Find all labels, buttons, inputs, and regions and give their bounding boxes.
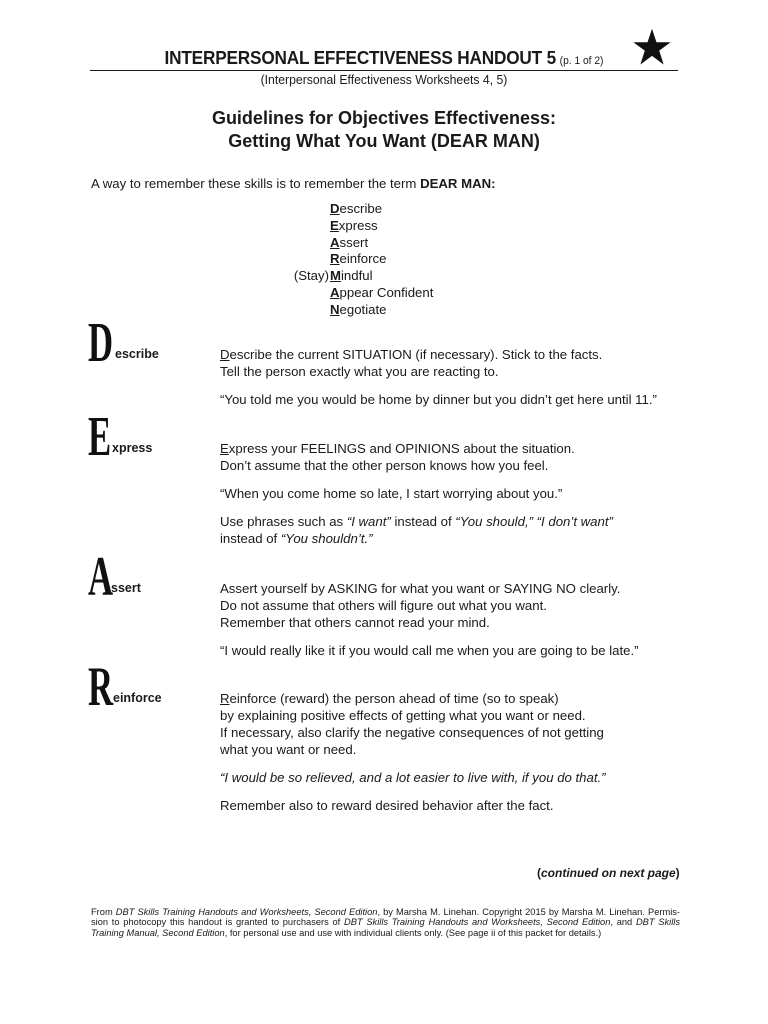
describe-example: “You told me you would be home by dinner but you didn’t get here until 11.” [220,392,657,407]
section-describe [88,312,688,418]
drop-cap-a: A [88,546,114,608]
express-text: Express your FEELINGS and OPINIONS about the situation. Don’t assume that the other person knows how you feel. “When you come home so late, I start worrying about you.” Use phrases such as “I want” instead of “You should,” “I don’t want” instead of “You shouldn’t.” [220,440,690,558]
continued-note: (continued on next page) [537,866,680,880]
section-label-describe: escribe [115,347,159,361]
star-icon [633,28,671,66]
page-note: (p. 1 of 2) [559,55,604,67]
page-title-line-1: Guidelines for Objectives Effectiveness: [211,108,557,128]
page-title [0,107,768,153]
reinforce-reminder: Remember also to reward desired behavior after the fact. [220,798,554,813]
copyright-footer: From DBT Skills Training Handouts and Worksheets, Second Edition, by Marsha M. Linehan. Copyright 2015 by Marsha M. Linehan. Permis-sion to photocopy this handout is granted to purchasers of DBT Skills Training Handouts and Worksheets, Second Edition, and DBT Skills Training Manual, Second Edition, for personal use and use with individual clients only. (See page ii of this packet for details.) [91,907,681,938]
acrostic-row: R einforce [330,251,387,267]
assert-text: Assert yourself by ASKING for what you want or SAYING NO clearly. Do not assume that others will figure out what you want. Remember that others cannot read your mind. “I would really like it if you would call me when you are going to be late.” [220,580,690,670]
worksheets-reference: (Interpersonal Effectiveness Worksheets 4, 5) [260,72,508,87]
section-reinforce [88,656,688,832]
section-express [88,406,688,552]
section-assert [88,546,688,662]
acrostic-row: A ssert [330,234,369,250]
page-title-line-2: Getting What You Want (DEAR MAN) [228,131,540,151]
reinforce-example: “I would be so relieved, and a lot easier to live with, if you do that.” [220,770,606,785]
acrostic-row: D escribe [330,201,383,216]
section-label-express: xpress [112,441,153,455]
handout-title: INTERPERSONAL EFFECTIVENESS HANDOUT 5 (p. 1 of 2) [164,47,604,68]
acrostic-row: N egotiate [330,301,387,317]
describe-text: Describe the current SITUATION (if necessary). Stick to the facts. Tell the person exactly what you are reacting to. “You told me you would be home by dinner but you didn’t get here until 11.” [220,346,690,419]
intro-term: DEAR MAN: [420,176,496,191]
express-example: “When you come home so late, I start worrying about you.” [220,486,563,501]
section-label-reinforce: einforce [113,691,162,705]
assert-example: “I would really like it if you would call me when you are going to be late.” [220,643,639,658]
header-rule [90,70,678,71]
drop-cap-d: D [88,312,114,374]
section-label-assert: ssert [111,581,141,595]
acrostic-row: A ppear Confident [330,284,434,300]
acrostic-row: E xpress [330,217,378,233]
reinforce-text: Reinforce (reward) the person ahead of time (so to speak) by explaining positive effects of getting what you want or need. If necessary, also clarify the negative consequences of not getting what you want or need. “I would be so relieved, and a lot easier to live with, if you do that.” Remember also to reward desired behavior after the fact. [220,690,690,825]
intro-text: A way to remember these skills is to remember the term DEAR MAN: [91,176,496,191]
drop-cap-r: R [88,656,114,718]
drop-cap-e: E [88,406,112,468]
dear-man-acrostic [285,201,433,319]
acrostic-row: (Stay) M indful [293,268,373,284]
